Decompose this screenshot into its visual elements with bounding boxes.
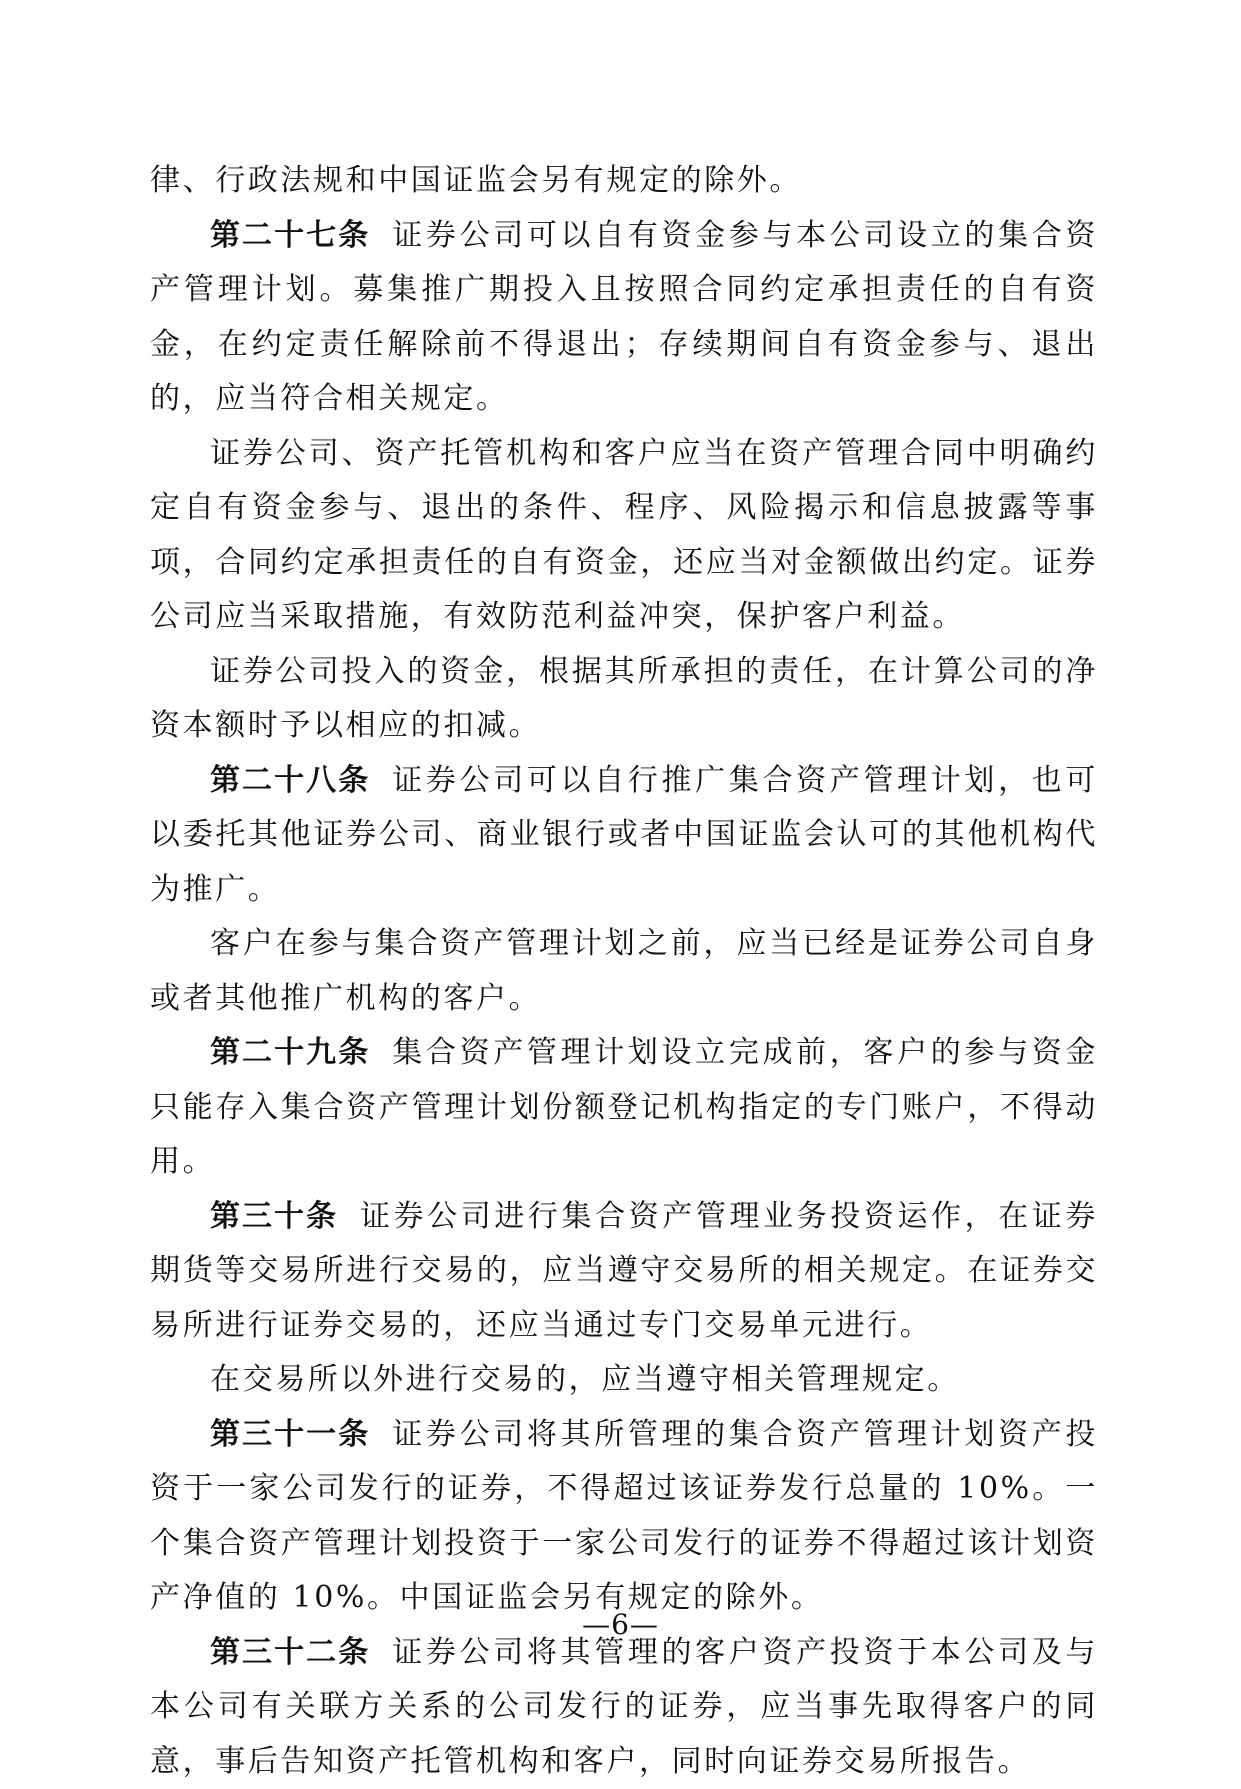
- paragraph: [150, 754, 1098, 918]
- paragraph: [150, 1026, 1098, 1190]
- page-number: —6—: [0, 1608, 1241, 1641]
- article-number: 第三十条: [210, 1199, 338, 1234]
- paragraph-text: 集合资产管理计划设立完成前，客户的参与资金只能存入集合资产管理计划份额登记机构指定的专门账户，不得动用。: [150, 1035, 1098, 1179]
- article-number: 第二十九条: [210, 1035, 370, 1070]
- article-number: 第三十一条: [210, 1417, 370, 1452]
- document-body: [150, 154, 1098, 1789]
- paragraph-text: 证券公司可以自行推广集合资产管理计划，也可以委托其他证券公司、商业银行或者中国证监会认可的其他机构代为推广。: [150, 763, 1098, 907]
- paragraph: [150, 645, 1098, 754]
- paragraph-text: 证券公司投入的资金，根据其所承担的责任，在计算公司的净资本额时予以相应的扣减。: [150, 654, 1098, 744]
- paragraph: [150, 917, 1098, 1026]
- paragraph: [150, 154, 1098, 209]
- paragraph-text: 客户在参与集合资产管理计划之前，应当已经是证券公司自身或者其他推广机构的客户。: [150, 926, 1098, 1016]
- paragraph: [150, 1626, 1098, 1789]
- paragraph-text: 证券公司进行集合资产管理业务投资运作，在证券期货等交易所进行交易的，应当遵守交易所的相关规定。在证券交易所进行证券交易的，还应当通过专门交易单元进行。: [150, 1199, 1098, 1343]
- article-number: 第二十七条: [210, 218, 370, 253]
- paragraph: [150, 209, 1098, 427]
- paragraph-text: 证券公司将其所管理的集合资产管理计划资产投资于一家公司发行的证券，不得超过该证券发行总量的 10%。一个集合资产管理计划投资于一家公司发行的证券不得超过该计划资产净值的 10%。中国证监会另有规定的除外。: [150, 1417, 1098, 1616]
- paragraph: [150, 1408, 1098, 1626]
- paragraph: [150, 1353, 1098, 1408]
- paragraph: [150, 427, 1098, 645]
- article-number: 第三十二条: [210, 1635, 370, 1670]
- paragraph-text: 证券公司将其管理的客户资产投资于本公司及与本公司有关联方关系的公司发行的证券，应当事先取得客户的同意，事后告知资产托管机构和客户，同时向证券交易所报告。: [150, 1635, 1098, 1779]
- article-number: 第二十八条: [210, 763, 370, 798]
- paragraph: [150, 1190, 1098, 1354]
- paragraph-text: 律、行政法规和中国证监会另有规定的除外。: [150, 163, 802, 198]
- paragraph-text: 证券公司可以自有资金参与本公司设立的集合资产管理计划。募集推广期投入且按照合同约定承担责任的自有资金，在约定责任解除前不得退出；存续期间自有资金参与、退出的，应当符合相关规定。: [150, 218, 1098, 417]
- paragraph-text: 在交易所以外进行交易的，应当遵守相关管理规定。: [210, 1362, 960, 1397]
- paragraph-text: 证券公司、资产托管机构和客户应当在资产管理合同中明确约定自有资金参与、退出的条件、程序、风险揭示和信息披露等事项，合同约定承担责任的自有资金，还应当对金额做出约定。证券公司应当采取措施，有效防范利益冲突，保护客户利益。: [150, 436, 1098, 635]
